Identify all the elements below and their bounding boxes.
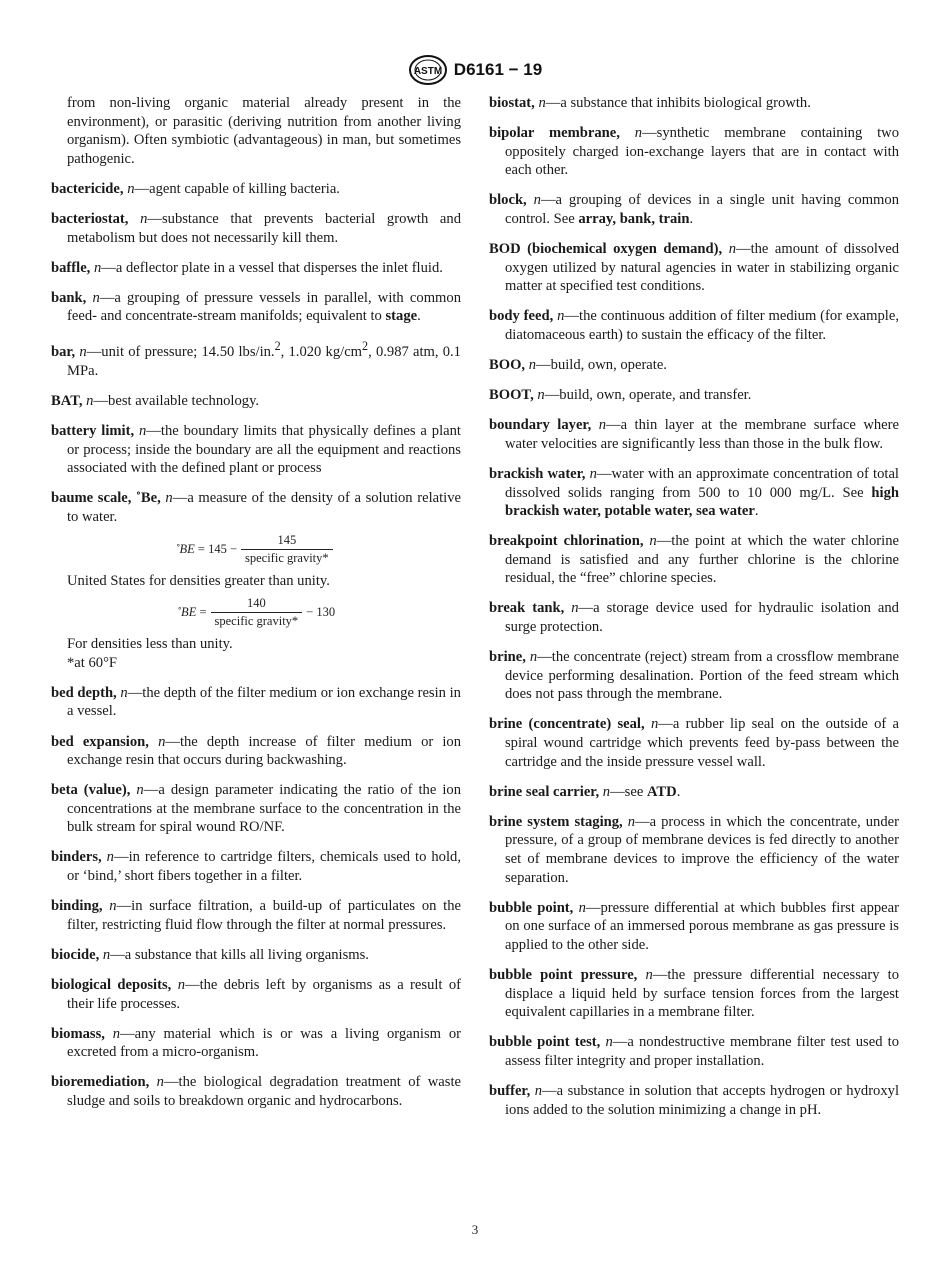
page-number: 3	[471, 1222, 479, 1237]
definition-entry: baffle, n—a deflector plate in a vessel that disperses the inlet fluid.	[51, 259, 443, 276]
baume-formula-greater: ˚BE = 145 − $\frac{145}{\text{specific gravity*}}$	[51, 533, 461, 566]
definition-entry: biostat, n—a substance that inhibits biological growth.	[489, 95, 811, 111]
definition-entry: beta (value), n—a design parameter indicating the ratio of the ion concentrations at the membrane surface to the concentration in the bulk stream for spiral wound RO/NF.	[51, 782, 461, 836]
definition-entry: brine, n—the concentrate (reject) stream from a crossflow membrane device performing desalination. Portion of the feed stream which does not pass through the membrane.	[489, 649, 899, 703]
definition-entry: bank, n—a grouping of pressure vessels in parallel, with common feed- and concentrate-stream manifolds; equivalent to stage.	[51, 289, 461, 325]
definition-entry: baume scale, ˚Be, n—a measure of the density of a solution relative to water.	[51, 490, 461, 525]
definition-entry: bipolar membrane, n—synthetic membrane containing two oppositely charged ion-exchange layers that are in contact with each other.	[489, 125, 899, 179]
baume-formula-less: ˚BE = $\frac{140}{\text{specific gravity*}}$ − 130	[176, 596, 336, 629]
definition-entry: buffer, n—a substance in solution that accepts hydrogen or hydroxyl ions added to the solution minimizing a change in pH.	[489, 1082, 899, 1118]
definition-entry: biological deposits, n—the debris left by organisms as a result of their life processes.	[51, 976, 462, 1012]
temperature-note: *at 60°F	[67, 654, 118, 671]
svg-text:ASTM: ASTM	[413, 66, 442, 77]
definition-entry: bed depth, n—the depth of the filter medium or ion exchange resin in a vessel.	[51, 684, 461, 720]
definition-entry: brine (concentrate) seal, n—a rubber lip seal on the outside of a spiral wound cartridge which prevents feed by-pass between the cartridge and the inside pressure vessel wall.	[489, 716, 900, 770]
definition-entry: BOO, n—build, own, operate.	[489, 357, 667, 374]
definition-entry: body feed, n—the continuous addition of filter medium (for example, diatomaceous earth) to sustain the efficacy of the filter.	[489, 308, 899, 343]
definition-entry: bactericide, n—agent capable of killing bacteria.	[51, 180, 340, 197]
definition-entry: bubble point, n—pressure differential at which bubbles first appear on one surface of an immersed porous membrane as gas pressure is applied to the other side.	[489, 899, 899, 953]
astm-logo-icon	[408, 54, 448, 86]
definition-entry: biomass, n—any material which is or was a living organism or excreted from a micro-organism.	[51, 1025, 461, 1061]
definition-entry: brine system staging, n—a process in which the concentrate, under pressure, of a group of membrane devices is fed directly to another set of membrane devices to improve the efficiency of the water separation.	[489, 813, 899, 886]
definition-entry: binding, n—in surface filtration, a build-up of particulates on the filter, restricting fluid flow through the filter at normal pressures.	[51, 898, 461, 933]
definition-entry: breakpoint chlorination, n—the point at which the water chlorine demand is satisfied and any further chlorine is the chlorine residual, the “free” chlorine species.	[489, 533, 899, 587]
definition-entry: brackish water, n—water with an approximate concentration of total dissolved solids ranging from 500 to 10 000 mg/L. See high brackish water, potable water, sea water.	[489, 465, 899, 520]
definition-entry: bioremediation, n—the biological degradation treatment of waste sludge and soils to breakdown organic and hydrocarbons.	[51, 1074, 461, 1109]
definition-entry: block, n—a grouping of devices in a single unit having common control. See array, bank, train.	[489, 192, 900, 227]
definition-entry: break tank, n—a storage device used for hydraulic isolation and surge protection.	[489, 600, 899, 636]
definition-entry: binders, n—in reference to cartridge filters, chemicals used to hold, or ‘bind,’ short fibers together in a filter.	[51, 849, 461, 885]
definition-entry: biocide, n—a substance that kills all living organisms.	[51, 946, 369, 963]
left-column	[51, 94, 461, 1122]
right-column	[489, 94, 899, 1131]
definition-entry: bacteriostat, n—substance that prevents bacterial growth and metabolism but does not necessarily kill them.	[51, 210, 461, 246]
page-header	[0, 52, 950, 88]
definition-entry: bubble point pressure, n—the pressure differential necessary to displace a liquid held by surface tension forces from the largest equivalent capillaries in a membrane filter.	[489, 966, 899, 1021]
definition-entry: bubble point test, n—a nondestructive membrane filter test used to assess filter integrity and proper installation.	[489, 1034, 899, 1069]
less-text: For densities less than unity.	[67, 636, 233, 653]
document-id: D6161 − 19	[453, 60, 543, 79]
definition-entry: battery limit, n—the boundary limits that physically defines a plant or process; inside the boundary are all the equipment and reactions associated with the defined plant or process	[51, 423, 461, 477]
definition-entry: BOOT, n—build, own, operate, and transfer.	[489, 387, 752, 404]
continuation-paragraph: from non-living organic material already present in the environment), or parasitic (deriving nutrition from another living organism). Often symbiotic (advantageous) in man, but sometimes pathogenic.	[67, 95, 461, 167]
definition-entry: BOD (biochemical oxygen demand), n—the amount of dissolved oxygen utilized by natural agencies in water in stabilizing organic matter at specified test conditions.	[489, 241, 899, 295]
definition-entry: bar, n—unit of pressure; 14.50 lbs/in.$^2$, 1.020 $kg/cm^2$, 0.987 atm, 0.1 MPa.	[51, 339, 461, 379]
definition-entry: bed expansion, n—the depth increase of filter medium or ion exchange resin that occurs during backwashing.	[51, 733, 461, 769]
definition-entry: boundary layer, n—a thin layer at the membrane surface where water velocities are significantly less than those in the bulk flow.	[489, 417, 899, 452]
definition-entry: BAT, n—best available technology.	[51, 392, 260, 409]
us-text: United States for densities greater than unity.	[67, 572, 330, 589]
definition-entry: brine seal carrier, n—see ATD.	[489, 783, 681, 800]
